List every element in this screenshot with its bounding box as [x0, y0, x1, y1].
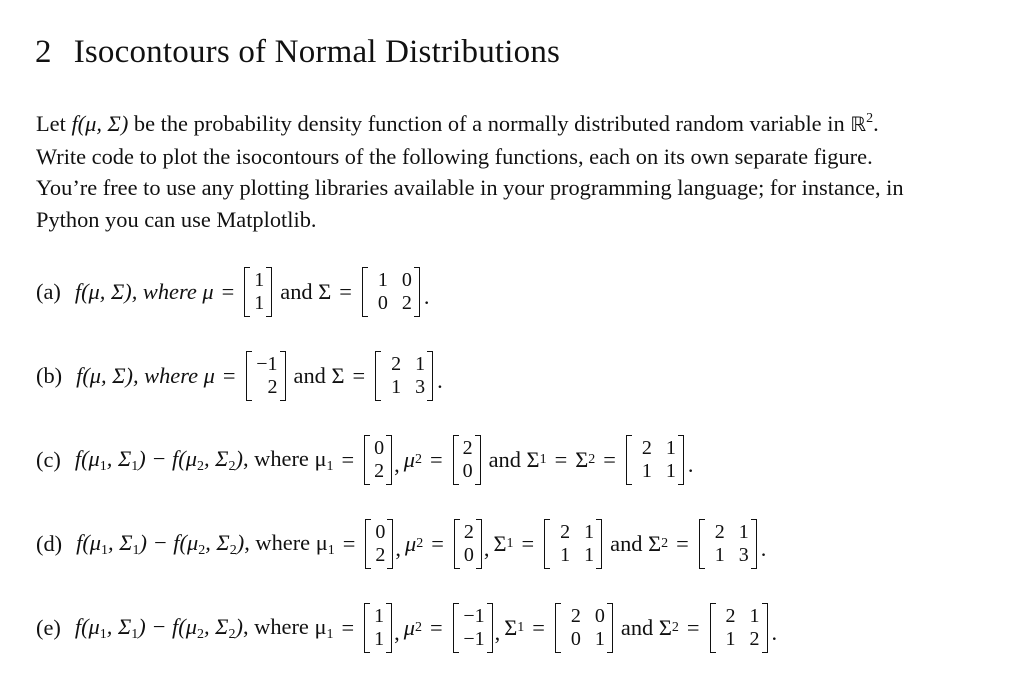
item-label: (a) [36, 279, 61, 304]
section-heading [35, 34, 560, 71]
item-expression: $f(\mu_1$, $\Sigma_1) - f(\mu_2$, $\Sigma_2$), where $\mu_1$ [74, 445, 334, 474]
intro-paragraph [36, 103, 996, 236]
mu-vector: 1 1 [244, 267, 272, 317]
intro-line-3: You’re free to use any plotting libraries available in your programming language; for instance, in [36, 175, 904, 201]
item-c: (c) $f(\mu_1$, $\Sigma_1) - f(\mu_2$, $\Sigma_2$), where $\mu_1$ = 0 2 , μ 2 = 2 0 and Σ 1 = Σ 2 = 2 1 1 1 . [36, 420, 694, 500]
intro-line-1: Let f(μ, Σ) be the probability density function of a normally distributed random variable in ℝ$^2$. [36, 111, 879, 136]
item-label: (c) [36, 447, 61, 472]
sigma2-matrix: 2 1 1 3 [699, 519, 757, 569]
sigma1-matrix: 2 0 0 1 [555, 603, 613, 653]
section-title: Isocontours of Normal Distributions [73, 34, 561, 70]
item-expression: $f(\mu_1$, $\Sigma_1) - f(\mu_2$, $\Sigma_2$), where $\mu_1$ [74, 613, 334, 642]
item-expression: $f(\mu_1$, $\Sigma_1) - f(\mu_2$, $\Sigma_2$), where $\mu_1$ [76, 529, 335, 558]
sigma-matrix: 2 1 1 1 [626, 435, 684, 485]
item-expression: f(μ, Σ), where μ [76, 363, 215, 388]
item-label: (e) [36, 615, 61, 640]
item-a: (a) f(μ, Σ), where μ = 1 1 and Σ = 1 0 0 2 . [36, 252, 430, 332]
sigma-matrix: 2 1 1 3 [375, 351, 433, 401]
item-label: (d) [36, 531, 63, 556]
and-sigma-label: and Σ [280, 279, 332, 304]
mu1-vector: 1 1 [364, 603, 392, 653]
sigma-matrix: 1 0 0 2 [362, 267, 420, 317]
intro-line-2: Write code to plot the isocontours of the following functions, each on its own separate figure. [36, 143, 873, 169]
and-sigma-label: and Σ [620, 615, 672, 640]
item-b: (b) f(μ, Σ), where μ = −1 2 and Σ = 2 1 1 3 . [36, 336, 443, 416]
section-number: 2 [35, 34, 52, 70]
and-sigma-label: and Σ [610, 531, 662, 556]
mu2-vector: −1 −1 [453, 603, 493, 653]
item-expression: f(μ, Σ), where μ [74, 279, 214, 304]
item-label: (b) [36, 363, 63, 388]
item-d: (d) $f(\mu_1$, $\Sigma_1) - f(\mu_2$, $\Sigma_2$), where $\mu_1$ = 0 2 , μ 2 = 2 0 , Σ 1 = 2 1 1 1 and Σ 2 = 2 1 1 3 . [36, 504, 766, 584]
item-e: (e) $f(\mu_1$, $\Sigma_1) - f(\mu_2$, $\Sigma_2$), where $\mu_1$ = 1 1 , μ 2 = −1 −1 , Σ 1 = 2 0 0 1 and Σ 2 = 2 1 1 2 . [36, 588, 777, 668]
mu-vector: −1 2 [246, 351, 286, 401]
mu2-vector: 2 0 [453, 435, 481, 485]
mu1-vector: 0 2 [365, 519, 393, 569]
sigma2-matrix: 2 1 1 2 [710, 603, 768, 653]
sigma1-matrix: 2 1 1 1 [544, 519, 602, 569]
intro-line-4: Python you can use Matplotlib. [36, 207, 317, 233]
and-sigma-label: and Σ [293, 363, 345, 388]
mu2-vector: 2 0 [454, 519, 482, 569]
mu1-vector: 0 2 [364, 435, 392, 485]
and-sigma-label: and Σ [488, 447, 540, 472]
